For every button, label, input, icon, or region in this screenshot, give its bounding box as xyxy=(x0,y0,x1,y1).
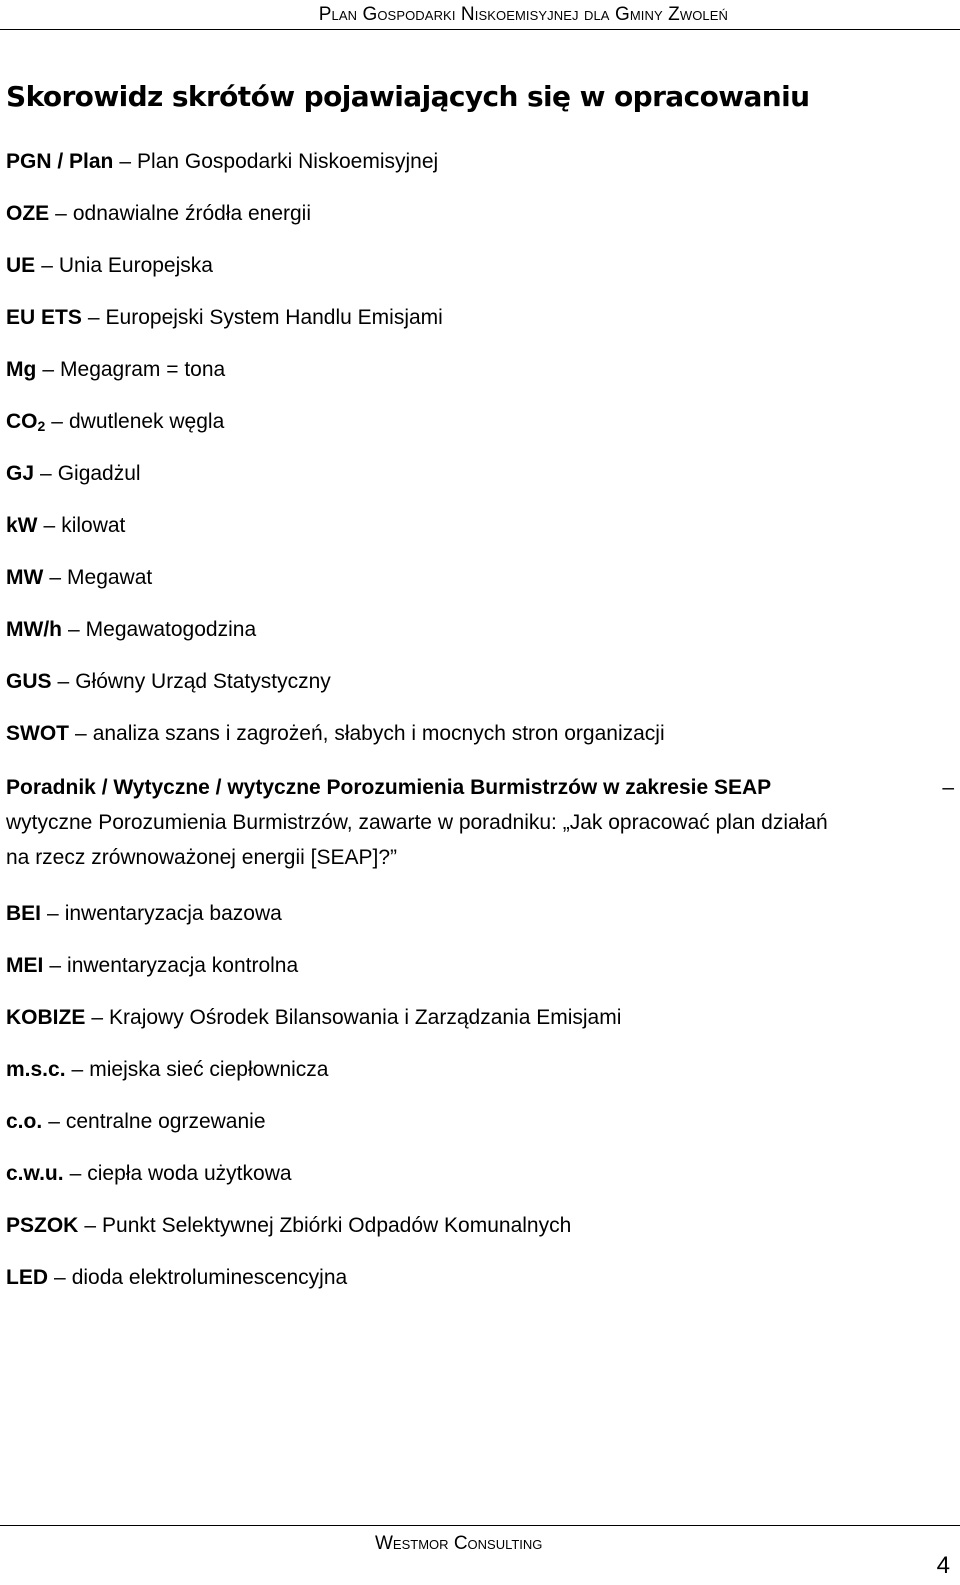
abbreviation-entry xyxy=(6,902,954,926)
definition: Główny Urząd Statystyczny xyxy=(75,670,331,693)
abbreviation-term: UE xyxy=(6,254,36,277)
definition: Megawatogodzina xyxy=(85,618,257,641)
definition: odnawialne źródła energii xyxy=(72,202,312,225)
abbreviation-entry xyxy=(6,670,954,694)
abbreviation-term: GUS xyxy=(6,670,52,693)
abbreviation-term: EU ETS xyxy=(6,306,82,329)
abbreviation-term: OZE xyxy=(6,202,50,225)
abbreviation-entry xyxy=(6,566,954,590)
definition: Plan Gospodarki Niskoemisyjnej xyxy=(137,150,439,173)
poradnik-line-3 xyxy=(6,840,954,875)
dash: – xyxy=(69,1162,82,1185)
dash: – xyxy=(51,410,63,433)
abbreviation-entry xyxy=(6,254,954,278)
definition: miejska sieć ciepłownicza xyxy=(89,1058,329,1081)
abbreviation-entry xyxy=(6,1162,954,1186)
abbreviation-entry xyxy=(6,202,954,226)
dash: – xyxy=(42,358,55,381)
abbreviation-term: c.w.u. xyxy=(6,1162,64,1185)
dash: – xyxy=(119,150,132,173)
dash: – xyxy=(43,514,56,537)
abbreviation-term: LED xyxy=(6,1266,48,1289)
footer-company: Westmor Consulting xyxy=(375,1533,543,1554)
abbreviation-term: m.s.c. xyxy=(6,1058,66,1081)
definition: Europejski System Handlu Emisjami xyxy=(105,306,443,329)
abbreviation-term: kW xyxy=(6,514,38,537)
abbreviation-entry xyxy=(6,1058,954,1082)
abbreviation-term: MEI xyxy=(6,954,44,977)
dash: – xyxy=(71,1058,84,1081)
definition: Punkt Selektywnej Zbiórki Odpadów Komunalnych xyxy=(102,1214,572,1237)
dash: – xyxy=(49,954,62,977)
definition: kilowat xyxy=(61,514,126,537)
header-rule xyxy=(0,29,960,30)
abbreviation-term: Poradnik / Wytyczne / wytyczne Porozumienia Burmistrzów w zakresie SEAP xyxy=(6,776,772,799)
abbreviation-entry-poradnik xyxy=(6,770,954,875)
running-title: Plan Gospodarki Niskoemisyjnej dla Gminy Zwoleń xyxy=(318,4,728,25)
poradnik-line-1 xyxy=(6,770,954,805)
dash: – xyxy=(75,722,87,745)
abbreviation-entry xyxy=(6,358,954,382)
abbreviation-entry xyxy=(6,1110,954,1134)
page-number: 4 xyxy=(936,1552,950,1579)
abbreviation-entry xyxy=(6,150,954,174)
abbreviation-term: PGN / Plan xyxy=(6,150,114,173)
definition: dwutlenek węgla xyxy=(68,410,225,433)
dash: – xyxy=(49,566,62,589)
abbreviation-entry xyxy=(6,306,954,330)
dash: – xyxy=(54,1266,66,1289)
footer-rule xyxy=(0,1525,960,1526)
abbreviation-entry xyxy=(6,462,954,486)
abbreviation-entry xyxy=(6,1006,954,1030)
definition: Unia Europejska xyxy=(58,254,213,277)
abbreviation-entry xyxy=(6,410,954,434)
abbreviation-term: c.o. xyxy=(6,1110,43,1133)
definition: analiza szans i zagrożeń, słabych i mocnych stron organizacji xyxy=(92,722,665,745)
dash: – xyxy=(41,254,53,277)
definition: inwentaryzacja kontrolna xyxy=(67,954,299,977)
abbreviation-entry xyxy=(6,514,954,538)
page-title: Skorowidz skrótów pojawiających się w opracowaniu xyxy=(6,80,810,113)
definition: dioda elektroluminescencyjna xyxy=(71,1266,348,1289)
abbreviation-term: GJ xyxy=(6,462,35,485)
abbreviation-term: MW xyxy=(6,566,44,589)
definition-line: na rzecz zrównoważonej energii [SEAP]?” xyxy=(6,846,398,869)
abbreviation-term: CO xyxy=(6,410,38,433)
page-header xyxy=(0,4,960,26)
dash: – xyxy=(91,1006,104,1029)
dash: – xyxy=(47,902,59,925)
abbreviation-entry xyxy=(6,1214,954,1238)
abbreviation-term: MW/h xyxy=(6,618,62,641)
abbreviation-entry xyxy=(6,618,954,642)
definition: inwentaryzacja bazowa xyxy=(64,902,282,925)
subscript: 2 xyxy=(37,418,46,434)
definition: Krajowy Ośrodek Bilansowania i Zarządzania Emisjami xyxy=(109,1006,622,1029)
abbreviation-entry xyxy=(6,1266,954,1290)
definition: ciepła woda użytkowa xyxy=(87,1162,292,1185)
definition: Megawat xyxy=(67,566,153,589)
abbreviation-entry xyxy=(6,722,954,746)
dash: – xyxy=(942,776,954,799)
dash: – xyxy=(55,202,67,225)
definition: centralne ogrzewanie xyxy=(65,1110,266,1133)
abbreviation-term: Mg xyxy=(6,358,37,381)
definition: Gigadżul xyxy=(57,462,141,485)
dash: – xyxy=(67,618,80,641)
definition-line: wytyczne Porozumienia Burmistrzów, zawarte w poradniku: „Jak opracować plan działań xyxy=(6,811,828,834)
abbreviation-term: SWOT xyxy=(6,722,69,745)
abbreviation-term: PSZOK xyxy=(6,1214,79,1237)
poradnik-line-2 xyxy=(6,805,954,840)
dash: – xyxy=(57,670,70,693)
dash: – xyxy=(84,1214,97,1237)
abbreviation-term: BEI xyxy=(6,902,42,925)
abbreviation-term: KOBIZE xyxy=(6,1006,86,1029)
definition: Megagram = tona xyxy=(60,358,226,381)
dash: – xyxy=(87,306,100,329)
dash: – xyxy=(40,462,52,485)
abbreviation-entry xyxy=(6,954,954,978)
dash: – xyxy=(48,1110,60,1133)
